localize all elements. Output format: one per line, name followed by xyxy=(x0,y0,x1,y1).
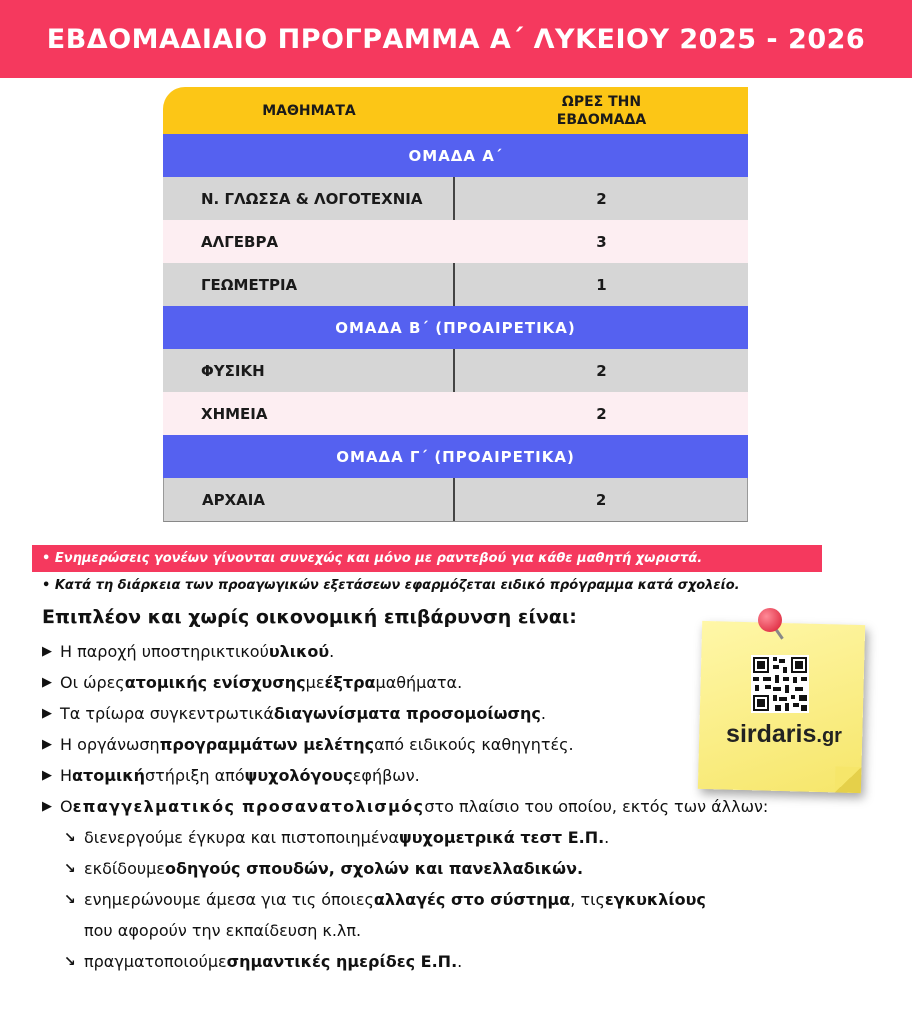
text-bold: υλικού xyxy=(268,642,330,661)
text: ενημερώνουμε άμεσα για τις όποιες xyxy=(84,890,374,909)
text: στο πλαίσιο του οποίου, εκτός των άλλων: xyxy=(424,797,769,816)
subject-cell: ΑΡΧΑΙΑ xyxy=(164,478,455,521)
text: εκδίδουμε xyxy=(84,859,165,878)
text-bold: ατομική xyxy=(72,766,145,785)
table-row xyxy=(163,263,748,306)
push-pin-icon xyxy=(758,608,782,632)
text: που αφορούν την εκπαίδευση κ.λπ. xyxy=(84,921,362,940)
play-triangle-icon: ▶ xyxy=(42,737,52,752)
text: στήριξη από xyxy=(145,766,245,785)
subject-cell: ΦΥΣΙΚΗ xyxy=(163,349,455,392)
table-row xyxy=(163,392,748,435)
text: πραγματοποιούμε xyxy=(84,952,227,971)
table-row xyxy=(163,220,748,263)
hours-cell: 1 xyxy=(596,275,607,294)
sub-list-item xyxy=(42,822,872,853)
hours-cell: 2 xyxy=(595,490,607,509)
text: . xyxy=(457,952,463,971)
play-triangle-icon: ▶ xyxy=(42,768,52,783)
subject-column-header: ΜΑΘΗΜΑΤΑ xyxy=(262,102,356,119)
text: διενεργούμε έγκυρα και πιστοποιημένα xyxy=(84,828,399,847)
group-b-header: ΟΜΑΔΑ Β΄ (ΠΡΟΑΙΡΕΤΙΚΑ) xyxy=(163,306,748,349)
text: . xyxy=(604,828,610,847)
hours-header-line1: ΩΡΕΣ ΤΗΝ xyxy=(561,93,642,110)
subject-cell: ΑΛΓΕΒΡΑ xyxy=(163,220,455,263)
text: Η οργάνωση xyxy=(60,735,160,754)
brand-name: sirdaris xyxy=(726,720,817,748)
play-triangle-icon: ▶ xyxy=(42,706,52,721)
sub-list-item xyxy=(42,946,872,977)
text: με xyxy=(305,673,325,692)
text: από ειδικούς καθηγητές. xyxy=(374,735,574,754)
hours-cell: 2 xyxy=(596,404,607,423)
hours-header-line2: ΕΒΔΟΜΑΔΑ xyxy=(556,111,647,128)
text-bold: αλλαγές στο σύστημα xyxy=(373,890,571,909)
title-banner xyxy=(0,0,912,78)
text: . xyxy=(329,642,335,661)
arrow-down-right-icon: ↘ xyxy=(64,891,76,908)
play-triangle-icon: ▶ xyxy=(42,644,52,659)
text-bold: έξτρα xyxy=(324,673,376,692)
qr-code-icon[interactable] xyxy=(751,655,809,713)
page-title: ΕΒΔΟΜΑΔΙΑΙΟ ΠΡΟΓΡΑΜΜΑ Α΄ ΛΥΚΕΙΟΥ 2025 - 2026 xyxy=(46,23,866,55)
text-bold: διαγωνίσματα προσομοίωσης xyxy=(273,704,541,723)
subject-cell: Ν. ΓΛΩΣΣΑ & ΛΟΓΟΤΕΧΝΙΑ xyxy=(163,177,455,220)
arrow-down-right-icon: ↘ xyxy=(64,953,76,970)
schedule-table xyxy=(163,87,748,522)
text-bold: ατομικής ενίσχυσης xyxy=(124,673,306,692)
sub-list-item-continued xyxy=(42,915,872,946)
text: Η xyxy=(60,766,73,785)
arrow-down-right-icon: ↘ xyxy=(64,829,76,846)
parents-note: • Ενημερώσεις γονέων γίνονται συνεχώς και μόνο με ραντεβού για κάθε μαθητή χωριστά. xyxy=(32,545,822,572)
brand-logo-text[interactable] xyxy=(714,720,854,749)
text: Τα τρίωρα συγκεντρωτικά xyxy=(60,704,274,723)
text-bold: εγκυκλίους xyxy=(604,890,706,909)
table-row xyxy=(163,177,748,220)
arrow-down-right-icon: ↘ xyxy=(64,860,76,877)
table-row xyxy=(163,478,748,522)
text: . xyxy=(540,704,546,723)
text-bold: ψυχολόγους xyxy=(244,766,353,785)
text: εφήβων. xyxy=(352,766,420,785)
text-bold: επαγγελματικός προσανατολισμός xyxy=(72,797,425,816)
benefits-heading: Επιπλέον και χωρίς οικονομική επιβάρυνση είναι: xyxy=(42,606,577,628)
text-bold: οδηγούς σπουδών, σχολών και πανελλαδικών. xyxy=(164,859,584,878)
hours-cell: 2 xyxy=(596,189,607,208)
text: , τις xyxy=(570,890,605,909)
text-bold: ψυχομετρικά τεστ Ε.Π. xyxy=(399,828,605,847)
group-a-header: ΟΜΑΔΑ Α΄ xyxy=(163,134,748,177)
play-triangle-icon: ▶ xyxy=(42,799,52,814)
text: Η παροχή υποστηρικτικού xyxy=(60,642,269,661)
group-c-header: ΟΜΑΔΑ Γ΄ (ΠΡΟΑΙΡΕΤΙΚΑ) xyxy=(163,435,748,478)
exams-note: • Κατά τη διάρκεια των προαγωγικών εξετάσεων εφαρμόζεται ειδικό πρόγραμμα κατά σχολείο. xyxy=(42,578,740,593)
hours-column-header xyxy=(455,93,748,129)
table-header xyxy=(163,87,748,134)
play-triangle-icon: ▶ xyxy=(42,675,52,690)
text-bold: σημαντικές ημερίδες Ε.Π. xyxy=(226,952,458,971)
hours-cell: 2 xyxy=(596,361,607,380)
sub-list-item xyxy=(42,853,872,884)
text: Οι ώρες xyxy=(60,673,125,692)
table-row xyxy=(163,349,748,392)
sub-list-item xyxy=(42,884,872,915)
text-bold: προγραμμάτων μελέτης xyxy=(159,735,375,754)
text: Ο xyxy=(60,797,73,816)
list-item xyxy=(42,791,872,822)
subject-cell: ΓΕΩΜΕΤΡΙΑ xyxy=(163,263,455,306)
subject-cell: ΧΗΜΕΙΑ xyxy=(163,392,455,435)
brand-tld: .gr xyxy=(816,725,842,747)
text: μαθήματα. xyxy=(375,673,463,692)
hours-cell: 3 xyxy=(596,232,607,251)
